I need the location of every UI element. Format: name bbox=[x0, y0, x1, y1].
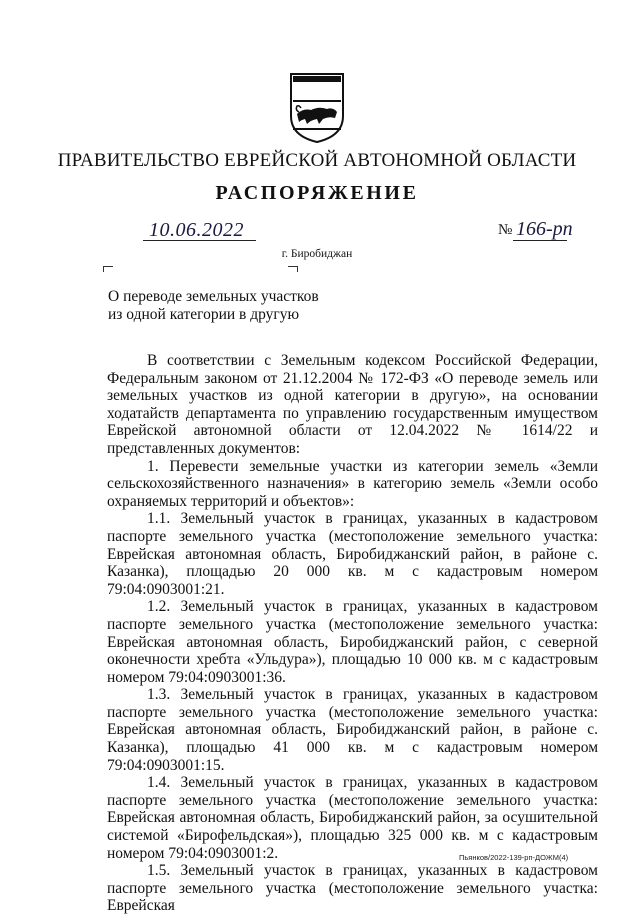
number-label: № bbox=[498, 222, 513, 238]
document-date: 10.06.2022 bbox=[149, 219, 244, 241]
body-paragraph-1-1: 1.1. Земельный участок в границах, указанных в кадастровом паспорте земельного участка (местоположение земельного участка: Еврейская автономная область, Биробиджанский район, в районе с. Казанка), площадью 20 000 кв. м с кадастровым номером 79:04:0903001:21. bbox=[107, 510, 598, 598]
city-name: г. Биробиджан bbox=[281, 248, 353, 260]
subject-line-1: О переводе земельных участков bbox=[108, 288, 319, 305]
body-paragraph-1-2: 1.2. Земельный участок в границах, указанных в кадастровом паспорте земельного участка (местоположение земельного участка: Еврейская автономная область, Биробиджанский район, с северной оконечности хребта «Ульдура»), площадью 10 000 кв. м с кадастровым номером 79:04:0903001:36. bbox=[107, 598, 598, 686]
coat-of-arms-emblem bbox=[289, 72, 345, 144]
document-type-title: РАСПОРЯЖЕНИЕ bbox=[215, 182, 419, 204]
body-paragraph-1-3: 1.3. Земельный участок в границах, указанных в кадастровом паспорте земельного участка (местоположение земельного участка: Еврейская автономная область, Биробиджанский район, в районе с. Казанка), площадью 41 000 кв. м с кадастровым номером 79:04:0903001:15. bbox=[107, 686, 598, 774]
government-title: ПРАВИТЕЛЬСТВО ЕВРЕЙСКОЙ АВТОНОМНОЙ ОБЛАСТИ bbox=[57, 150, 577, 171]
body-paragraph-1: 1. Перевести земельные участки из категории земель «Земли сельскохозяйственного назначения» в категорию земель «Земли особо охраняемых территорий и объектов»: bbox=[107, 457, 598, 510]
document-number: 166-рп bbox=[516, 218, 573, 240]
body-paragraph-1-4: 1.4. Земельный участок в границах, указанных в кадастровом паспорте земельного участка (местоположение земельного участка: Еврейская автономная область, Биробиджанский район, за осушительной системой «Бирофельдская»), площадью 325 000 кв. м с кадастровым номером 79:04:0903001:2. bbox=[107, 774, 598, 862]
body-paragraph-preamble: В соответствии с Земельным кодексом Российской Федерации, Федеральным законом от 21.12.2004 № 172-ФЗ «О переводе земель или земельных участков из одной категории в другую», на основании ходатайств департамента по управлению государственным имуществом Еврейской автономной области от 12.04.2022 № 1614/22 и представленных документов: bbox=[107, 352, 598, 457]
body-paragraph-1-5: 1.5. Земельный участок в границах, указанных в кадастровом паспорте земельного участка (местоположение земельного участка: Еврейская bbox=[107, 862, 598, 915]
document-footer-code: Пьянков/2022-139-рп-ДОЖМ(4) bbox=[459, 853, 569, 862]
document-subject bbox=[108, 288, 319, 324]
subject-corner-right bbox=[288, 266, 298, 272]
document-body bbox=[107, 352, 598, 915]
subject-line-2: из одной категории в другую bbox=[108, 306, 300, 323]
subject-corner-left bbox=[103, 266, 113, 272]
